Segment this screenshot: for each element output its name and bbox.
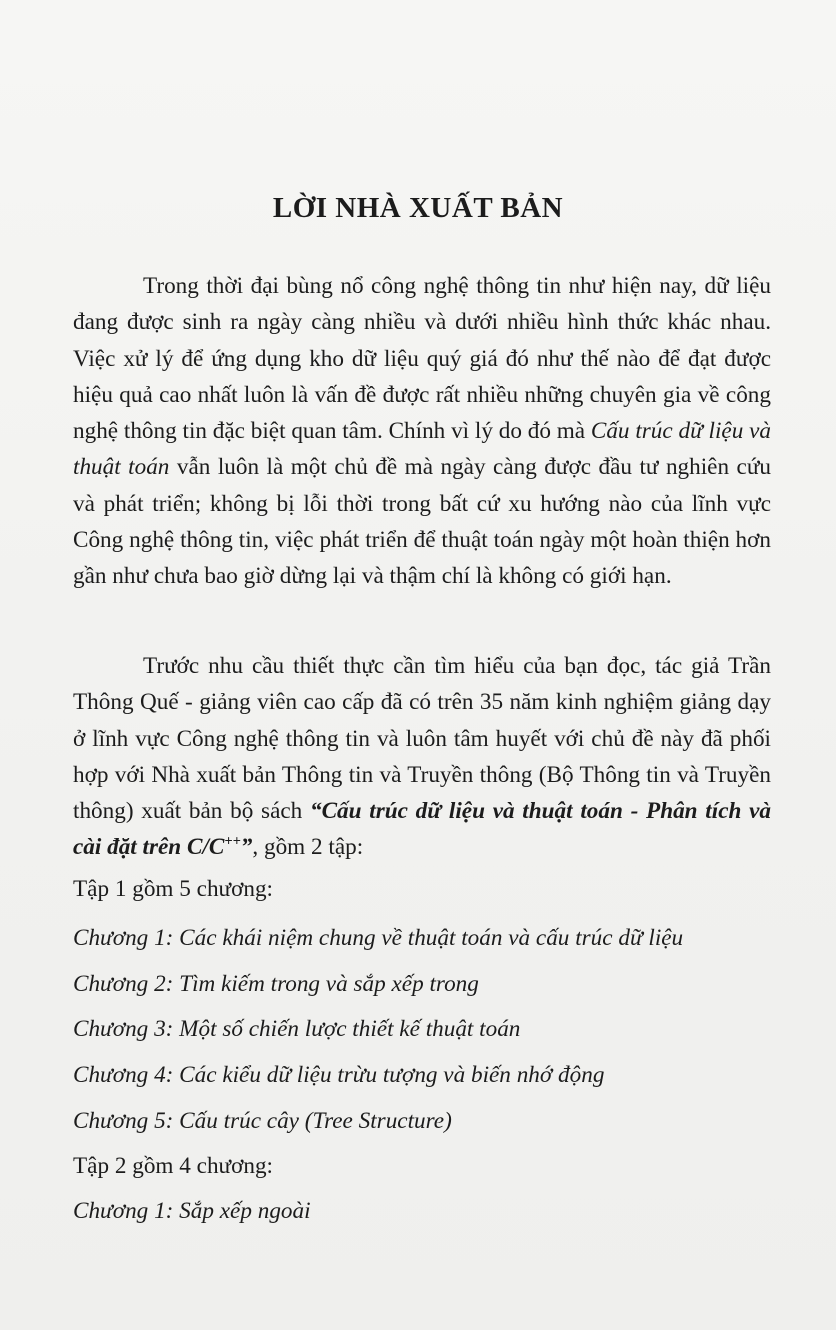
book-title-superscript: ++ <box>224 833 241 850</box>
volume-1-heading: Tập 1 gồm 5 chương: <box>73 876 273 902</box>
book-title-text: “Cấu trúc dữ liệu và thuật toán - Phân tích và cài đặt trên C/C <box>73 798 772 861</box>
volume-1-chapter-5: Chương 5: Cấu trúc cây (Tree Structure) <box>73 1108 452 1134</box>
book-title-close-quote: ” <box>240 834 253 861</box>
page-title: LỜI NHÀ XUẤT BẢN <box>272 192 564 224</box>
volume-1-chapter-4: Chương 4: Các kiểu dữ liệu trừu tượng và biến nhớ động <box>73 1062 605 1088</box>
paragraph-author-text-2: , gồm 2 tập: <box>252 834 364 861</box>
volume-1-chapter-1: Chương 1: Các khái niệm chung về thuật toán và cấu trúc dữ liệu <box>73 925 684 951</box>
volume-1-chapter-3: Chương 3: Một số chiến lược thiết kế thuật toán <box>73 1016 521 1042</box>
paragraph-intro-text-1: Trong thời đại bùng nổ công nghệ thông tin như hiện nay, dữ liệu đang được sinh ra ngày càng nhiều và dưới nhiều hình thức khác nhau. Việc xử lý để ứng dụng kho dữ liệu quý giá đó như thế nào để đạt được hiệu quả cao nhất luôn là vấn đề được rất nhiều những chuyên gia về công nghệ thông tin đặc biệt quan tâm. Chính vì lý do đó mà <box>73 273 771 445</box>
paragraph-author <box>73 648 771 866</box>
paragraph-intro-italic-topic: Cấu trúc dữ liệu và thuật toán <box>73 418 771 481</box>
paragraph-author-text-1: Trước nhu cầu thiết thực cần tìm hiểu của bạn đọc, tác giả Trần Thông Quế - giảng viên cao cấp đã có trên 35 năm kinh nghiệm giảng dạy ở lĩnh vực Công nghệ thông tin và luôn tâm huyết với chủ đề này đã phối hợp với Nhà xuất bản Thông tin và Truyền thông (Bộ Thông tin và Truyền thông) xuất bản bộ sách <box>73 653 771 825</box>
paragraph-intro <box>73 268 771 595</box>
volume-1-chapter-2: Chương 2: Tìm kiếm trong và sắp xếp trong <box>73 971 479 997</box>
paragraph-intro-text-2: vẫn luôn là một chủ đề mà ngày càng được đầu tư nghiên cứu và phát triển; không bị lỗi thời trong bất cứ xu hướng nào của lĩnh vực Công nghệ thông tin, việc phát triển để thuật toán ngày một hoàn thiện hơn gần như chưa bao giờ dừng lại và thậm chí là không có giới hạn. <box>73 454 772 590</box>
volume-2-chapter-1: Chương 1: Sắp xếp ngoài <box>73 1198 311 1224</box>
volume-2-heading: Tập 2 gồm 4 chương: <box>73 1153 273 1179</box>
